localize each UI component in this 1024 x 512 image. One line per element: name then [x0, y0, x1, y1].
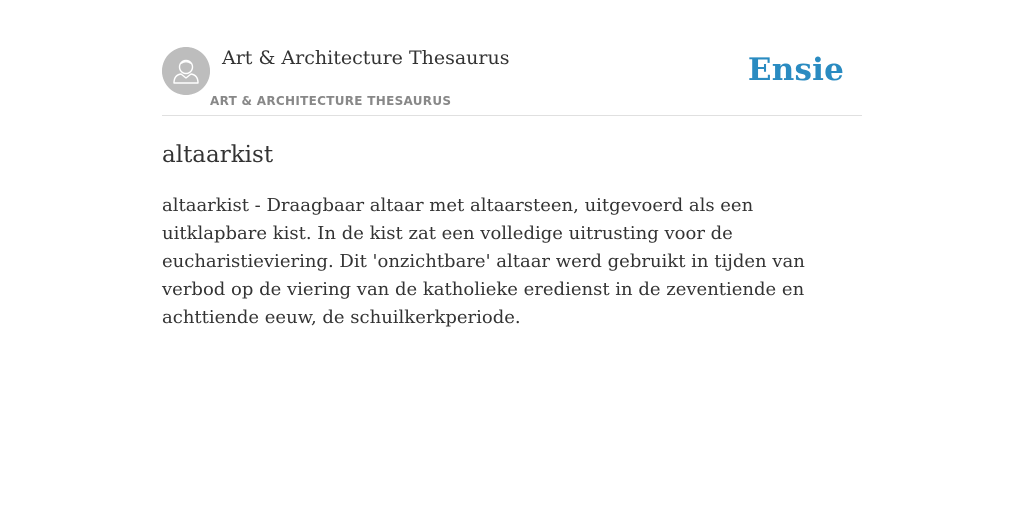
user-placeholder-icon[interactable]	[162, 47, 210, 95]
author-name[interactable]: Art & Architecture Thesaurus	[222, 47, 510, 69]
page-title: altaarkist	[162, 142, 274, 168]
header	[162, 0, 862, 116]
page-container	[162, 0, 862, 512]
source-label[interactable]: ART & ARCHITECTURE THESAURUS	[210, 94, 452, 108]
avatar-svg	[162, 47, 210, 95]
definition-text: altaarkist - Draagbaar altaar met altaarsteen, uitgevoerd als een uitklapbare kist. In de kist zat een volledige uitrusting voor de eucharistieviering. Dit 'onzichtbare' altaar werd gebruikt in tijden van verbod op de viering van de katholieke eredienst in de zeventiende en achttiende eeuw, de schuilkerkperiode.	[162, 195, 805, 328]
ensie-logo[interactable]: Ensie	[747, 52, 844, 88]
